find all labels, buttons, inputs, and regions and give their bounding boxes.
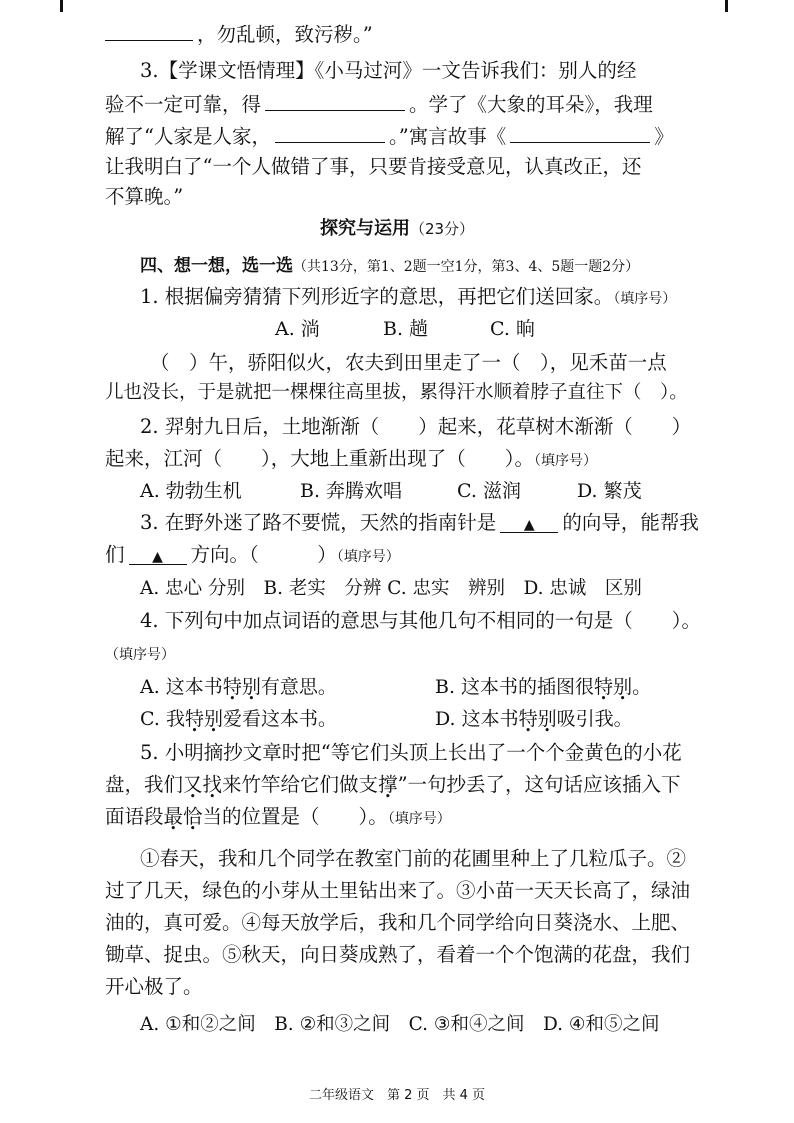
q2-sentence: 2. 羿射九日后，土地渐渐（ ）起来，花草树木渐渐（ ）	[140, 415, 692, 438]
q5-passage-line: 开心极了。	[105, 975, 203, 998]
q2-option-b: B. 奔腾欢唱	[300, 480, 403, 502]
part-heading: 四、想一想，选一选（共13分，第1、2题一空1分，第3、4、5题一题2分）	[140, 256, 640, 276]
q3-sentence: 们 ▲ 方向。（ ）（填序号）	[105, 543, 400, 566]
continued-text: ，勿乱顿，致污秽。”	[105, 20, 735, 48]
answer-blank[interactable]	[265, 90, 405, 111]
scan-edge	[725, 0, 728, 12]
q2-option-c: C. 滋润	[457, 480, 521, 502]
question-3a-line: 验不一定可靠，得 。学了《大象的耳朵》，我理	[105, 90, 735, 118]
question-3a-line: 3.【学课文悟情理】《小马过河》一文告诉我们：别人的经	[140, 59, 637, 82]
answer-blank[interactable]	[510, 122, 650, 143]
q3-options: A. 忠心 分别 B. 老实 分辨 C. 忠实 辨别 D. 忠诚 区别	[140, 578, 642, 599]
question-3a-line: 解了“人家是人家， 。”寓言故事《 》	[105, 122, 735, 150]
q1-option-c: C. 晌	[490, 318, 535, 340]
page-footer: 二年级语文 第 2 页 共 4 页	[308, 1088, 486, 1103]
q2-option-a: A. 勃勃生机	[140, 480, 242, 502]
q3-sentence: 3. 在野外迷了路不要慌，天然的指南针是 ▲ 的向导，能帮我	[140, 511, 699, 534]
answer-blank[interactable]	[275, 122, 385, 143]
q4-option-b: B. 这本书的插图很特别。	[435, 676, 652, 698]
q1-sentence: （ ）午，骄阳似火，农夫到田里走了一（ ），见禾苗一点	[150, 351, 667, 374]
answer-blank[interactable]	[105, 20, 193, 41]
q4-hint: （填序号）	[105, 647, 175, 663]
q1-option-b: B. 趟	[383, 318, 429, 340]
q5-stem: 盘，我们又找来竹竿给它们做支撑”一句抄丢了，这句话应该插入下	[105, 773, 681, 796]
answer-blank[interactable]: ▲	[129, 544, 187, 565]
q5-options: A. ①和②之间 B. ②和③之间 C. ③和④之间 D. ④和⑤之间	[140, 1014, 660, 1035]
question-3a-line: 不算晚。”	[105, 185, 184, 208]
scan-edge	[60, 0, 63, 12]
question-3a-line: 让我明白了“一个人做错了事，只要肯接受意见，认真改正，还	[105, 155, 642, 178]
question-1-stem: 1. 根据偏旁猜猜下列形近字的意思，再把它们送回家。（填序号）	[140, 285, 677, 308]
q5-passage-line: 过了几天，绿色的小芽从土里钻出来了。③小苗一天天长高了，绿油	[105, 879, 691, 902]
q5-passage-line: 锄草、捉虫。⑤秋天，向日葵成熟了，看着一个个饱满的花盘，我们	[105, 943, 691, 966]
q5-passage-line: 油的，真可爱。④每天放学后，我和几个同学给向日葵浇水、上肥、	[105, 911, 691, 934]
q5-passage-line: ①春天，我和几个同学在教室门前的花圃里种上了几粒瓜子。②	[140, 847, 687, 870]
q4-option-c: C. 我特别爱看这本书。	[140, 708, 337, 730]
q2-option-d: D. 繁茂	[577, 480, 642, 502]
q2-sentence: 起来，江河（ ），大地上重新出现了（ ）。（填序号）	[105, 447, 598, 470]
q5-stem: 5. 小明摘抄文章时把“等它们头顶上长出了一个个金黄色的小花	[140, 741, 682, 764]
q4-option-a: A. 这本书特别有意思。	[140, 676, 337, 698]
q1-option-a: A. 淌	[275, 318, 320, 340]
q4-stem: 4. 下列句中加点词语的意思与其他几句不相同的一句是（ ）。	[140, 609, 702, 632]
answer-blank[interactable]: ▲	[500, 512, 558, 533]
q5-stem: 面语段最恰当的位置是（ ）。（填序号）	[105, 805, 451, 828]
q4-option-d: D. 这本书特别吸引我。	[435, 708, 633, 730]
q1-sentence: 儿也没长，于是就把一棵棵往高里拔，累得汗水顺着脖子直往下（ ）。	[105, 382, 688, 403]
section-title: 探究与运用（23分）	[319, 218, 475, 239]
